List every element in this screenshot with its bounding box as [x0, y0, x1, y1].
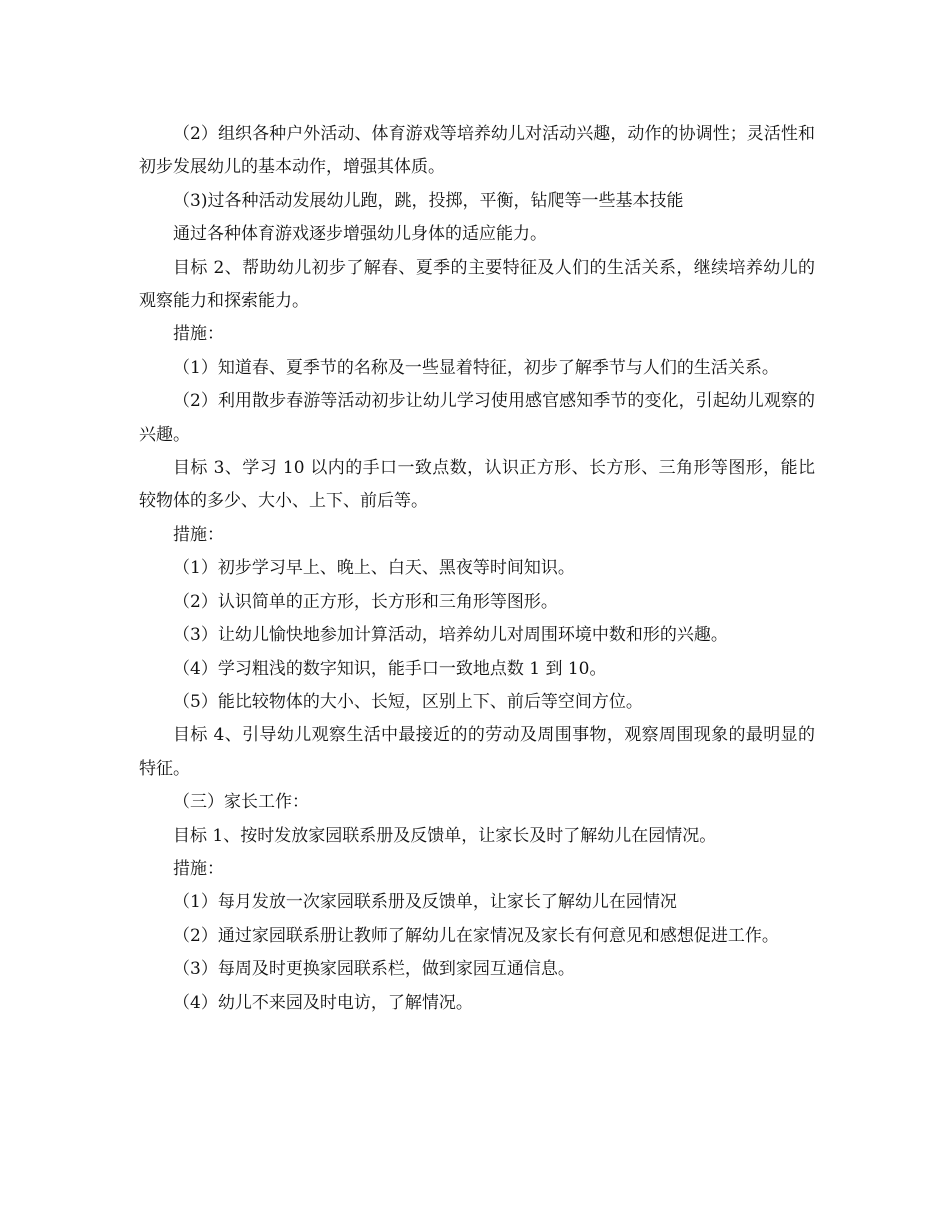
paragraph: 目标 3、学习 10 以内的手口一致点数，认识正方形、长方形、三角形等图形，能比较物体的多少、大小、上下、前后等。	[139, 458, 815, 512]
paragraph: 措施：	[173, 324, 224, 345]
paragraph: （1）知道春、夏季节的名称及一些显着特征，初步了解季节与人们的生活关系。	[173, 357, 779, 378]
paragraph: 通过各种体育游戏逐步增强幼儿身体的适应能力。	[173, 224, 547, 245]
paragraph: 措施：	[173, 524, 224, 545]
paragraph: （1）每月发放一次家园联系册及反馈单，让家长了解幼儿在园情况	[173, 892, 677, 913]
paragraph: 措施：	[173, 858, 224, 879]
paragraph: （4）学习粗浅的数字知识，能手口一致地点数 1 到 10。	[173, 658, 607, 679]
paragraph: （2）组织各种户外活动、体育游戏等培养幼儿对活动兴趣，动作的协调性；灵活性和初步发展幼儿的基本动作，增强其体质。	[139, 124, 815, 178]
paragraph: （1）初步学习早上、晚上、白天、黑夜等时间知识。	[173, 558, 575, 579]
paragraph: （3）让幼儿愉快地参加计算活动，培养幼儿对周围环境中数和形的兴趣。	[173, 625, 728, 646]
paragraph: （4）幼儿不来园及时电访，了解情况。	[173, 992, 473, 1013]
paragraph: （三）家长工作：	[173, 792, 309, 813]
paragraph: （2）认识简单的正方形，长方形和三角形等图形。	[173, 591, 558, 612]
paragraph: （5）能比较物体的大小、长短，区别上下、前后等空间方位。	[173, 691, 643, 712]
paragraph: （2）利用散步春游等活动初步让幼儿学习使用感官感知季节的变化，引起幼儿观察的兴趣。	[139, 391, 815, 445]
paragraph: （3)过各种活动发展幼儿跑，跳，投掷，平衡，钻爬等一些基本技能	[173, 190, 684, 211]
paragraph: 目标 4、引导幼儿观察生活中最接近的的劳动及周围事物，观察周围现象的最明显的特征。	[139, 725, 815, 779]
paragraph: 目标 1、按时发放家园联系册及反馈单，让家长及时了解幼儿在园情况。	[173, 825, 717, 846]
document-body	[139, 118, 815, 1020]
paragraph: （3）每周及时更换家园联系栏，做到家园互通信息。	[173, 959, 575, 980]
paragraph: 目标 2、帮助幼儿初步了解春、夏季的主要特征及人们的生活关系，继续培养幼儿的观察能力和探索能力。	[139, 257, 815, 312]
paragraph: （2）通过家园联系册让教师了解幼儿在家情况及家长有何意见和感想促进工作。	[173, 925, 779, 946]
